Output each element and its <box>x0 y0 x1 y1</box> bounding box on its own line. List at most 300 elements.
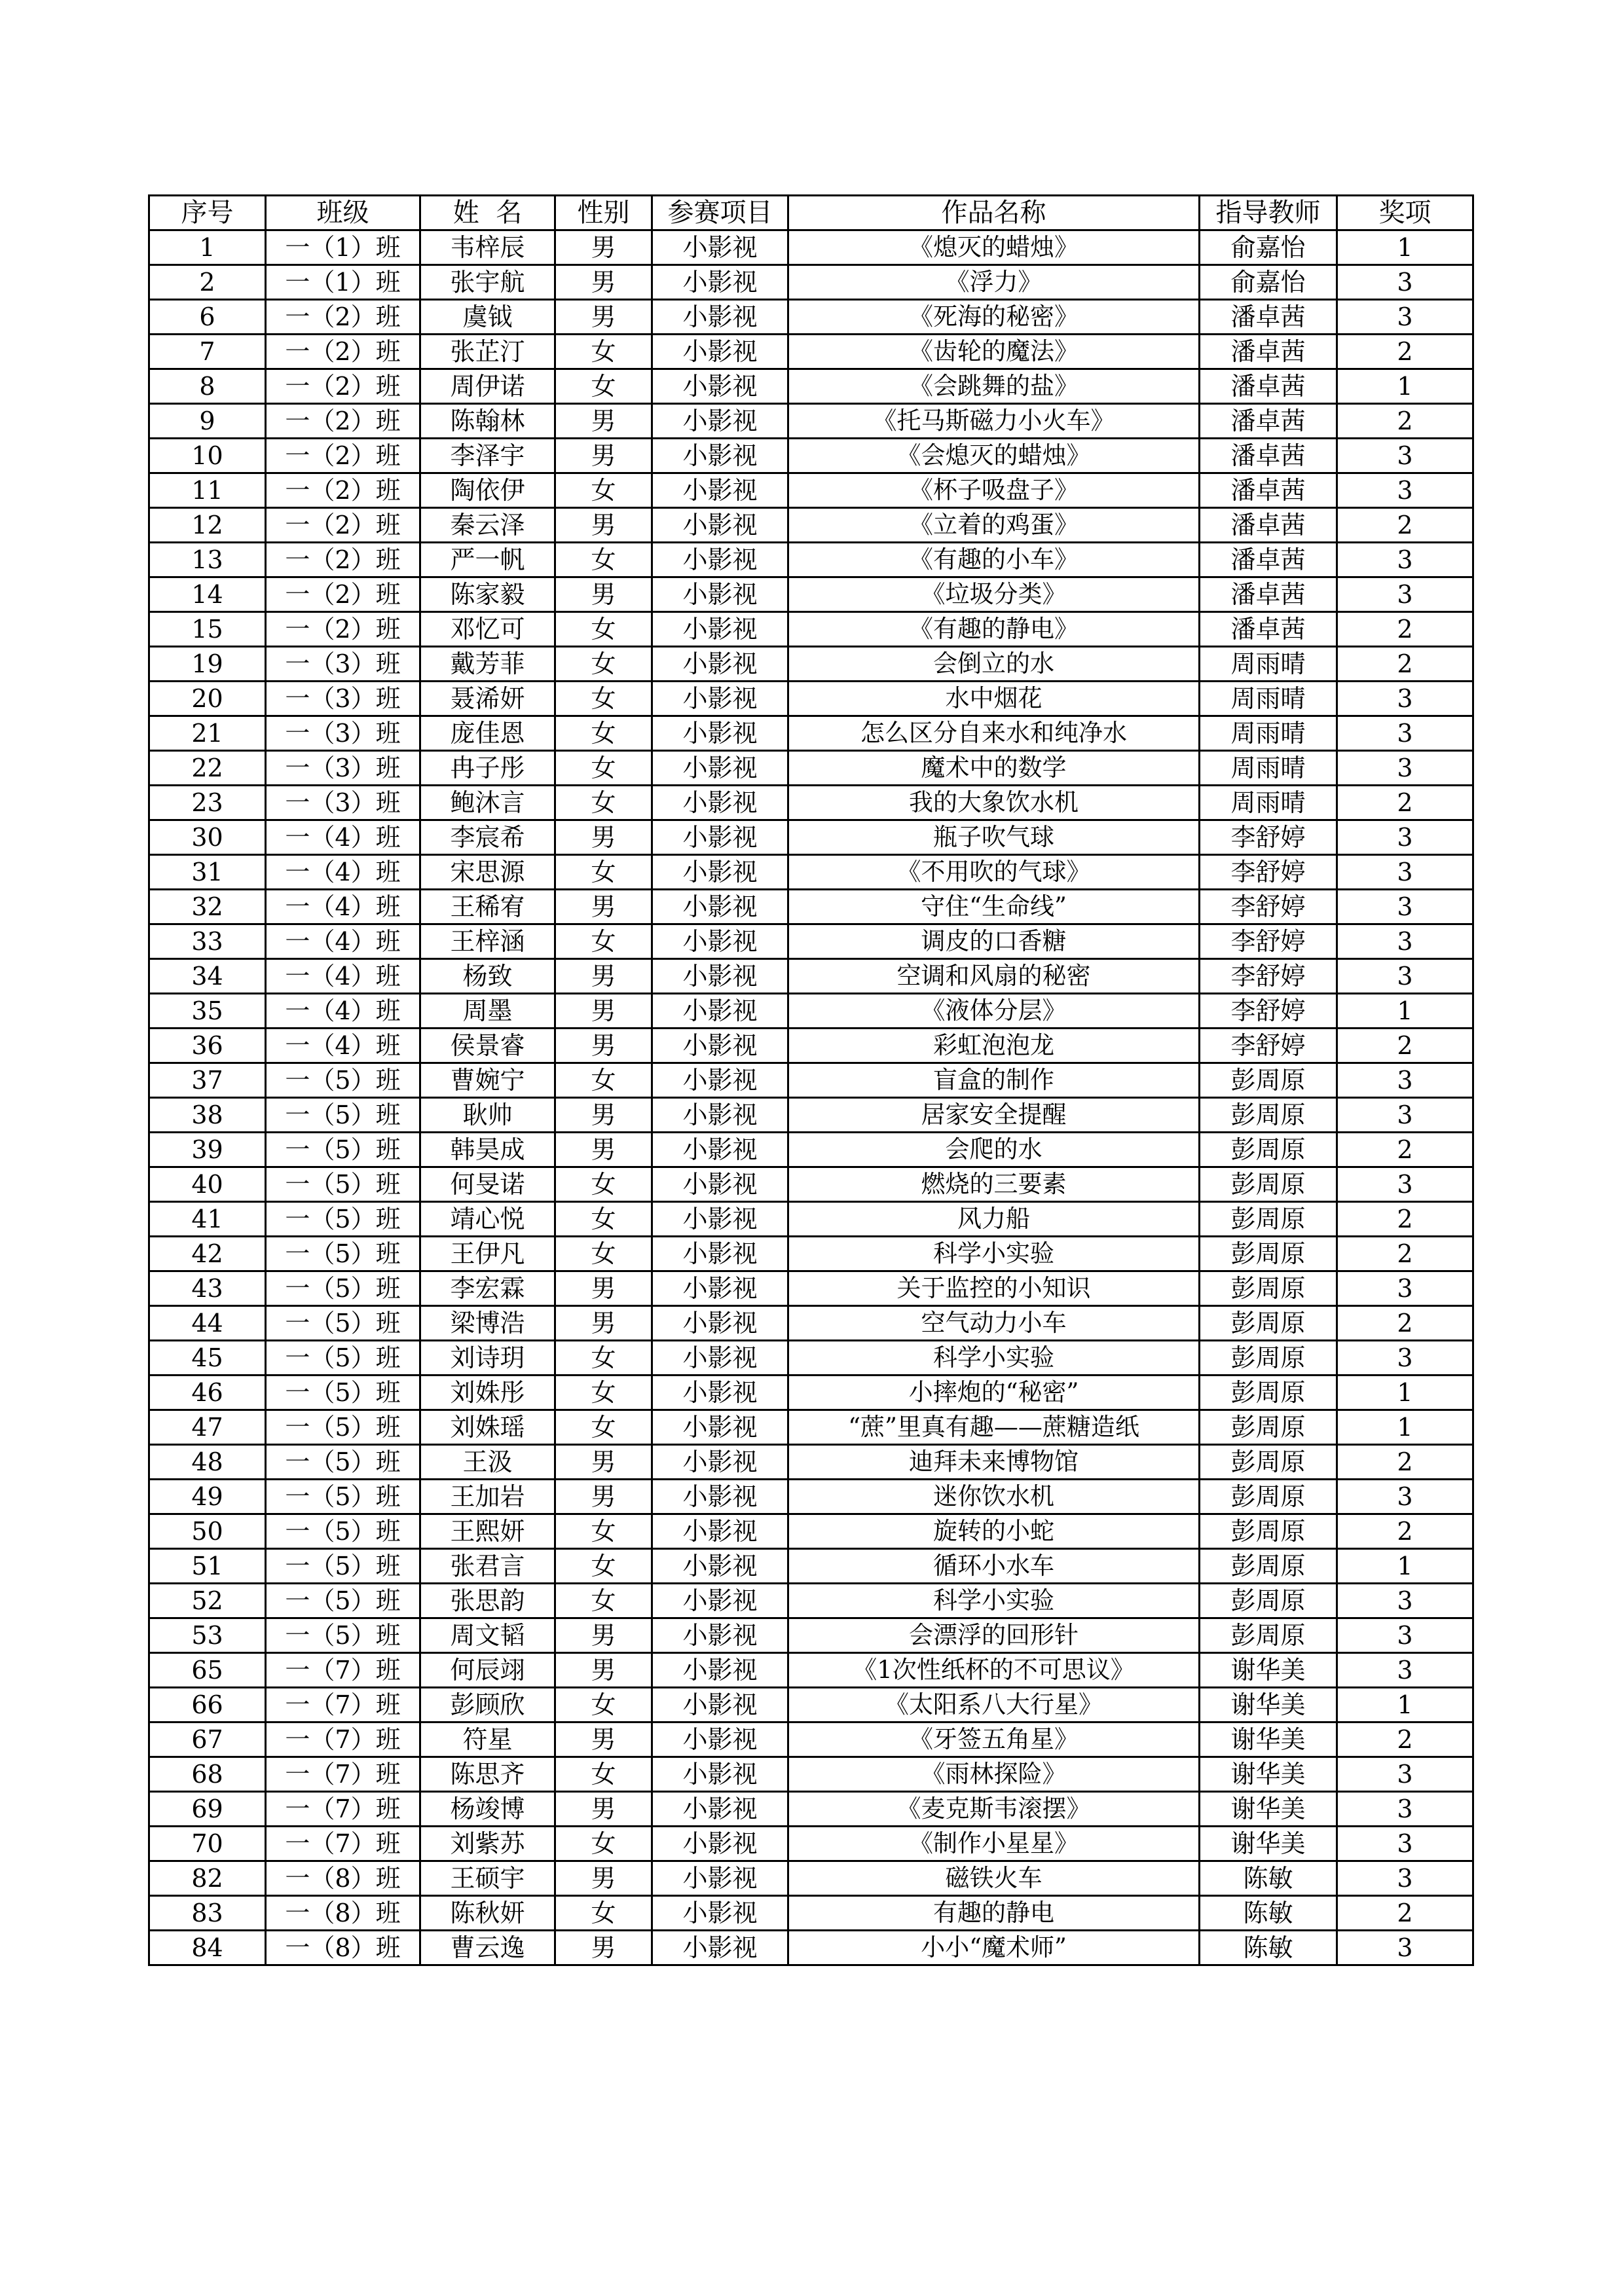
cell-class: 一（5）班 <box>266 1202 420 1237</box>
cell-gender: 男 <box>555 439 652 473</box>
cell-name: 张思韵 <box>420 1584 555 1618</box>
cell-award: 3 <box>1337 1618 1473 1653</box>
cell-class: 一（5）班 <box>266 1098 420 1133</box>
cell-event: 小影视 <box>652 1445 788 1480</box>
cell-index: 47 <box>149 1410 266 1445</box>
header-event: 参赛项目 <box>652 196 788 230</box>
cell-work-title: 我的大象饮水机 <box>788 786 1200 820</box>
cell-gender: 女 <box>555 751 652 786</box>
table-row <box>149 820 1473 855</box>
cell-gender: 女 <box>555 612 652 647</box>
cell-award: 2 <box>1337 1722 1473 1757</box>
cell-work-title: 风力船 <box>788 1202 1200 1237</box>
table-row <box>149 508 1473 543</box>
cell-index: 11 <box>149 473 266 508</box>
header-award: 奖项 <box>1337 196 1473 230</box>
cell-event: 小影视 <box>652 1861 788 1896</box>
cell-teacher: 潘卓茜 <box>1200 335 1337 369</box>
cell-index: 53 <box>149 1618 266 1653</box>
cell-index: 32 <box>149 890 266 924</box>
cell-class: 一（2）班 <box>266 543 420 577</box>
table-row <box>149 1445 1473 1480</box>
cell-teacher: 彭周原 <box>1200 1237 1337 1271</box>
table-row <box>149 924 1473 959</box>
cell-work-title: 《会跳舞的盐》 <box>788 369 1200 404</box>
cell-gender: 男 <box>555 1480 652 1514</box>
cell-event: 小影视 <box>652 1688 788 1722</box>
cell-name: 王加岩 <box>420 1480 555 1514</box>
cell-event: 小影视 <box>652 1722 788 1757</box>
cell-work-title: 瓶子吹气球 <box>788 820 1200 855</box>
cell-work-title: 《杯子吸盘子》 <box>788 473 1200 508</box>
table-row <box>149 1202 1473 1237</box>
cell-award: 3 <box>1337 1653 1473 1688</box>
cell-index: 12 <box>149 508 266 543</box>
cell-class: 一（2）班 <box>266 439 420 473</box>
cell-name: 张君言 <box>420 1549 555 1584</box>
cell-gender: 男 <box>555 577 652 612</box>
table-row <box>149 1480 1473 1514</box>
cell-index: 48 <box>149 1445 266 1480</box>
cell-work-title: 《雨林探险》 <box>788 1757 1200 1792</box>
cell-name: 严一帆 <box>420 543 555 577</box>
cell-work-title: 盲盒的制作 <box>788 1063 1200 1098</box>
table-row <box>149 1722 1473 1757</box>
cell-work-title: 《熄灭的蜡烛》 <box>788 230 1200 265</box>
cell-gender: 女 <box>555 1410 652 1445</box>
cell-work-title: 有趣的静电 <box>788 1896 1200 1931</box>
cell-teacher: 李舒婷 <box>1200 924 1337 959</box>
cell-class: 一（5）班 <box>266 1410 420 1445</box>
table-row <box>149 230 1473 265</box>
cell-teacher: 李舒婷 <box>1200 1029 1337 1063</box>
cell-teacher: 周雨晴 <box>1200 682 1337 716</box>
cell-gender: 女 <box>555 543 652 577</box>
table-row <box>149 1792 1473 1827</box>
table-row <box>149 855 1473 890</box>
cell-index: 30 <box>149 820 266 855</box>
cell-name: 彭顾欣 <box>420 1688 555 1722</box>
cell-work-title: 迪拜未来博物馆 <box>788 1445 1200 1480</box>
table-row <box>149 335 1473 369</box>
cell-index: 84 <box>149 1931 266 1965</box>
cell-teacher: 周雨晴 <box>1200 716 1337 751</box>
cell-name: 王汲 <box>420 1445 555 1480</box>
cell-award: 3 <box>1337 473 1473 508</box>
header-row <box>149 196 1473 230</box>
cell-award: 3 <box>1337 1480 1473 1514</box>
cell-gender: 女 <box>555 647 652 682</box>
cell-event: 小影视 <box>652 855 788 890</box>
cell-teacher: 李舒婷 <box>1200 855 1337 890</box>
cell-award: 1 <box>1337 994 1473 1029</box>
cell-class: 一（2）班 <box>266 369 420 404</box>
cell-index: 83 <box>149 1896 266 1931</box>
table-row <box>149 890 1473 924</box>
header-name: 姓 名 <box>420 196 555 230</box>
cell-work-title: 旋转的小蛇 <box>788 1514 1200 1549</box>
table-row <box>149 682 1473 716</box>
cell-index: 40 <box>149 1167 266 1202</box>
cell-award: 3 <box>1337 682 1473 716</box>
cell-work-title: 《不用吹的气球》 <box>788 855 1200 890</box>
cell-work-title: 会爬的水 <box>788 1133 1200 1167</box>
cell-name: 陈思齐 <box>420 1757 555 1792</box>
cell-event: 小影视 <box>652 1341 788 1376</box>
cell-class: 一（5）班 <box>266 1480 420 1514</box>
cell-name: 张芷汀 <box>420 335 555 369</box>
header-index: 序号 <box>149 196 266 230</box>
cell-work-title: 会倒立的水 <box>788 647 1200 682</box>
cell-gender: 男 <box>555 1931 652 1965</box>
cell-gender: 男 <box>555 1653 652 1688</box>
cell-gender: 女 <box>555 1549 652 1584</box>
cell-work-title: 《液体分层》 <box>788 994 1200 1029</box>
cell-event: 小影视 <box>652 1931 788 1965</box>
table-row <box>149 959 1473 994</box>
cell-class: 一（7）班 <box>266 1757 420 1792</box>
cell-event: 小影视 <box>652 1376 788 1410</box>
cell-teacher: 周雨晴 <box>1200 647 1337 682</box>
cell-award: 1 <box>1337 369 1473 404</box>
cell-teacher: 潘卓茜 <box>1200 473 1337 508</box>
cell-event: 小影视 <box>652 1167 788 1202</box>
cell-teacher: 彭周原 <box>1200 1167 1337 1202</box>
cell-award: 1 <box>1337 1688 1473 1722</box>
cell-class: 一（4）班 <box>266 820 420 855</box>
cell-index: 34 <box>149 959 266 994</box>
cell-name: 周伊诺 <box>420 369 555 404</box>
table-row <box>149 543 1473 577</box>
cell-award: 3 <box>1337 1063 1473 1098</box>
cell-award: 3 <box>1337 1792 1473 1827</box>
cell-teacher: 彭周原 <box>1200 1271 1337 1306</box>
cell-award: 1 <box>1337 1376 1473 1410</box>
cell-class: 一（4）班 <box>266 1029 420 1063</box>
table-row <box>149 1133 1473 1167</box>
cell-event: 小影视 <box>652 1237 788 1271</box>
cell-gender: 女 <box>555 1341 652 1376</box>
cell-event: 小影视 <box>652 924 788 959</box>
table-row <box>149 1410 1473 1445</box>
cell-class: 一（2）班 <box>266 300 420 335</box>
cell-index: 33 <box>149 924 266 959</box>
cell-teacher: 周雨晴 <box>1200 786 1337 820</box>
cell-award: 3 <box>1337 1098 1473 1133</box>
cell-gender: 男 <box>555 1029 652 1063</box>
cell-event: 小影视 <box>652 647 788 682</box>
table-row <box>149 1618 1473 1653</box>
cell-class: 一（2）班 <box>266 577 420 612</box>
cell-work-title: 空调和风扇的秘密 <box>788 959 1200 994</box>
cell-name: 冉子彤 <box>420 751 555 786</box>
cell-teacher: 陈敏 <box>1200 1931 1337 1965</box>
cell-index: 37 <box>149 1063 266 1098</box>
cell-work-title: 《浮力》 <box>788 265 1200 300</box>
cell-event: 小影视 <box>652 751 788 786</box>
cell-work-title: 小摔炮的“秘密” <box>788 1376 1200 1410</box>
cell-gender: 男 <box>555 1098 652 1133</box>
cell-gender: 女 <box>555 1237 652 1271</box>
cell-gender: 女 <box>555 855 652 890</box>
cell-event: 小影视 <box>652 577 788 612</box>
cell-name: 韩昊成 <box>420 1133 555 1167</box>
cell-teacher: 彭周原 <box>1200 1514 1337 1549</box>
cell-event: 小影视 <box>652 439 788 473</box>
cell-event: 小影视 <box>652 369 788 404</box>
cell-class: 一（5）班 <box>266 1549 420 1584</box>
cell-work-title: 《立着的鸡蛋》 <box>788 508 1200 543</box>
cell-award: 2 <box>1337 1133 1473 1167</box>
table-row <box>149 786 1473 820</box>
cell-gender: 女 <box>555 369 652 404</box>
cell-award: 2 <box>1337 1445 1473 1480</box>
cell-class: 一（3）班 <box>266 751 420 786</box>
cell-name: 李宏霖 <box>420 1271 555 1306</box>
cell-class: 一（2）班 <box>266 335 420 369</box>
cell-name: 刘姝瑶 <box>420 1410 555 1445</box>
cell-gender: 男 <box>555 1861 652 1896</box>
cell-index: 51 <box>149 1549 266 1584</box>
cell-work-title: 空气动力小车 <box>788 1306 1200 1341</box>
cell-event: 小影视 <box>652 1029 788 1063</box>
cell-award: 3 <box>1337 577 1473 612</box>
cell-gender: 女 <box>555 682 652 716</box>
cell-class: 一（5）班 <box>266 1063 420 1098</box>
cell-gender: 男 <box>555 404 652 439</box>
cell-name: 侯景睿 <box>420 1029 555 1063</box>
cell-event: 小影视 <box>652 1896 788 1931</box>
cell-name: 刘诗玥 <box>420 1341 555 1376</box>
cell-award: 2 <box>1337 404 1473 439</box>
cell-event: 小影视 <box>652 1618 788 1653</box>
cell-gender: 男 <box>555 1445 652 1480</box>
table-row <box>149 1549 1473 1584</box>
cell-name: 宋思源 <box>420 855 555 890</box>
cell-event: 小影视 <box>652 508 788 543</box>
cell-index: 19 <box>149 647 266 682</box>
cell-work-title: 小小“魔术师” <box>788 1931 1200 1965</box>
cell-award: 2 <box>1337 1237 1473 1271</box>
table-row <box>149 1688 1473 1722</box>
cell-teacher: 彭周原 <box>1200 1063 1337 1098</box>
cell-name: 秦云泽 <box>420 508 555 543</box>
cell-name: 周墨 <box>420 994 555 1029</box>
header-class: 班级 <box>266 196 420 230</box>
cell-teacher: 陈敏 <box>1200 1861 1337 1896</box>
table-row <box>149 439 1473 473</box>
cell-teacher: 李舒婷 <box>1200 890 1337 924</box>
cell-award: 2 <box>1337 1202 1473 1237</box>
cell-teacher: 李舒婷 <box>1200 820 1337 855</box>
cell-gender: 女 <box>555 473 652 508</box>
cell-name: 何旻诺 <box>420 1167 555 1202</box>
cell-index: 52 <box>149 1584 266 1618</box>
cell-class: 一（8）班 <box>266 1931 420 1965</box>
cell-index: 46 <box>149 1376 266 1410</box>
cell-class: 一（5）班 <box>266 1618 420 1653</box>
cell-teacher: 俞嘉怡 <box>1200 265 1337 300</box>
cell-gender: 女 <box>555 1063 652 1098</box>
cell-work-title: 燃烧的三要素 <box>788 1167 1200 1202</box>
cell-work-title: 彩虹泡泡龙 <box>788 1029 1200 1063</box>
cell-name: 周文韬 <box>420 1618 555 1653</box>
cell-index: 38 <box>149 1098 266 1133</box>
cell-award: 2 <box>1337 786 1473 820</box>
cell-name: 庞佳恩 <box>420 716 555 751</box>
cell-class: 一（7）班 <box>266 1688 420 1722</box>
cell-name: 李泽宇 <box>420 439 555 473</box>
cell-index: 21 <box>149 716 266 751</box>
table-row <box>149 1584 1473 1618</box>
cell-gender: 男 <box>555 1271 652 1306</box>
cell-name: 杨致 <box>420 959 555 994</box>
cell-event: 小影视 <box>652 959 788 994</box>
table-row <box>149 1653 1473 1688</box>
cell-name: 韦梓辰 <box>420 230 555 265</box>
cell-award: 3 <box>1337 820 1473 855</box>
cell-name: 戴芳菲 <box>420 647 555 682</box>
header-gender: 性别 <box>555 196 652 230</box>
awards-table <box>148 194 1474 1966</box>
cell-name: 王熙妍 <box>420 1514 555 1549</box>
cell-event: 小影视 <box>652 612 788 647</box>
cell-award: 1 <box>1337 1549 1473 1584</box>
cell-class: 一（5）班 <box>266 1341 420 1376</box>
cell-index: 50 <box>149 1514 266 1549</box>
cell-gender: 男 <box>555 1133 652 1167</box>
cell-gender: 男 <box>555 994 652 1029</box>
cell-class: 一（4）班 <box>266 855 420 890</box>
cell-award: 2 <box>1337 1029 1473 1063</box>
cell-gender: 女 <box>555 1757 652 1792</box>
cell-teacher: 彭周原 <box>1200 1202 1337 1237</box>
table-row <box>149 1896 1473 1931</box>
cell-gender: 女 <box>555 1584 652 1618</box>
table-row <box>149 1514 1473 1549</box>
cell-teacher: 彭周原 <box>1200 1445 1337 1480</box>
cell-event: 小影视 <box>652 1306 788 1341</box>
cell-index: 35 <box>149 994 266 1029</box>
cell-work-title: 迷你饮水机 <box>788 1480 1200 1514</box>
cell-gender: 男 <box>555 508 652 543</box>
cell-gender: 女 <box>555 1167 652 1202</box>
cell-class: 一（4）班 <box>266 994 420 1029</box>
table-body <box>149 230 1473 1965</box>
cell-name: 刘紫苏 <box>420 1827 555 1861</box>
cell-gender: 女 <box>555 1202 652 1237</box>
cell-work-title: 居家安全提醒 <box>788 1098 1200 1133</box>
cell-work-title: 《麦克斯韦滚摆》 <box>788 1792 1200 1827</box>
table-row <box>149 716 1473 751</box>
cell-index: 45 <box>149 1341 266 1376</box>
cell-class: 一（5）班 <box>266 1167 420 1202</box>
cell-name: 耿帅 <box>420 1098 555 1133</box>
cell-work-title: 《制作小星星》 <box>788 1827 1200 1861</box>
cell-teacher: 潘卓茜 <box>1200 577 1337 612</box>
cell-teacher: 彭周原 <box>1200 1133 1337 1167</box>
cell-index: 31 <box>149 855 266 890</box>
cell-name: 刘姝彤 <box>420 1376 555 1410</box>
cell-gender: 女 <box>555 716 652 751</box>
cell-award: 2 <box>1337 1306 1473 1341</box>
table-row <box>149 1167 1473 1202</box>
cell-teacher: 彭周原 <box>1200 1584 1337 1618</box>
cell-class: 一（5）班 <box>266 1514 420 1549</box>
cell-work-title: 怎么区分自来水和纯净水 <box>788 716 1200 751</box>
cell-work-title: 《垃圾分类》 <box>788 577 1200 612</box>
cell-name: 张宇航 <box>420 265 555 300</box>
cell-work-title: 关于监控的小知识 <box>788 1271 1200 1306</box>
cell-award: 3 <box>1337 1757 1473 1792</box>
cell-gender: 男 <box>555 820 652 855</box>
table-row <box>149 1063 1473 1098</box>
cell-award: 3 <box>1337 1861 1473 1896</box>
cell-award: 3 <box>1337 1271 1473 1306</box>
cell-work-title: 调皮的口香糖 <box>788 924 1200 959</box>
cell-teacher: 潘卓茜 <box>1200 543 1337 577</box>
table-row <box>149 1341 1473 1376</box>
cell-award: 3 <box>1337 1167 1473 1202</box>
cell-index: 82 <box>149 1861 266 1896</box>
cell-work-title: 《太阳系八大行星》 <box>788 1688 1200 1722</box>
cell-award: 3 <box>1337 543 1473 577</box>
cell-gender: 男 <box>555 1618 652 1653</box>
table-row <box>149 1376 1473 1410</box>
cell-name: 陈秋妍 <box>420 1896 555 1931</box>
cell-event: 小影视 <box>652 1653 788 1688</box>
cell-teacher: 潘卓茜 <box>1200 300 1337 335</box>
cell-class: 一（7）班 <box>266 1792 420 1827</box>
cell-event: 小影视 <box>652 1757 788 1792</box>
table-row <box>149 265 1473 300</box>
cell-class: 一（5）班 <box>266 1306 420 1341</box>
cell-gender: 男 <box>555 265 652 300</box>
cell-event: 小影视 <box>652 335 788 369</box>
cell-event: 小影视 <box>652 820 788 855</box>
cell-gender: 女 <box>555 924 652 959</box>
cell-event: 小影视 <box>652 1480 788 1514</box>
cell-event: 小影视 <box>652 682 788 716</box>
cell-event: 小影视 <box>652 786 788 820</box>
cell-teacher: 谢华美 <box>1200 1653 1337 1688</box>
cell-award: 3 <box>1337 300 1473 335</box>
table-row <box>149 404 1473 439</box>
cell-name: 王伊凡 <box>420 1237 555 1271</box>
table-row <box>149 577 1473 612</box>
cell-teacher: 周雨晴 <box>1200 751 1337 786</box>
cell-teacher: 谢华美 <box>1200 1792 1337 1827</box>
cell-teacher: 潘卓茜 <box>1200 508 1337 543</box>
cell-name: 王梓涵 <box>420 924 555 959</box>
cell-work-title: 守住“生命线” <box>788 890 1200 924</box>
cell-gender: 女 <box>555 1376 652 1410</box>
table-row <box>149 1861 1473 1896</box>
cell-class: 一（2）班 <box>266 612 420 647</box>
cell-index: 1 <box>149 230 266 265</box>
cell-name: 曹云逸 <box>420 1931 555 1965</box>
cell-award: 3 <box>1337 1931 1473 1965</box>
cell-work-title: 会漂浮的回形针 <box>788 1618 1200 1653</box>
cell-teacher: 谢华美 <box>1200 1722 1337 1757</box>
header-teacher: 指导教师 <box>1200 196 1337 230</box>
cell-gender: 女 <box>555 786 652 820</box>
cell-award: 3 <box>1337 855 1473 890</box>
table-row <box>149 1931 1473 1965</box>
cell-index: 23 <box>149 786 266 820</box>
cell-index: 70 <box>149 1827 266 1861</box>
header-work-title: 作品名称 <box>788 196 1200 230</box>
